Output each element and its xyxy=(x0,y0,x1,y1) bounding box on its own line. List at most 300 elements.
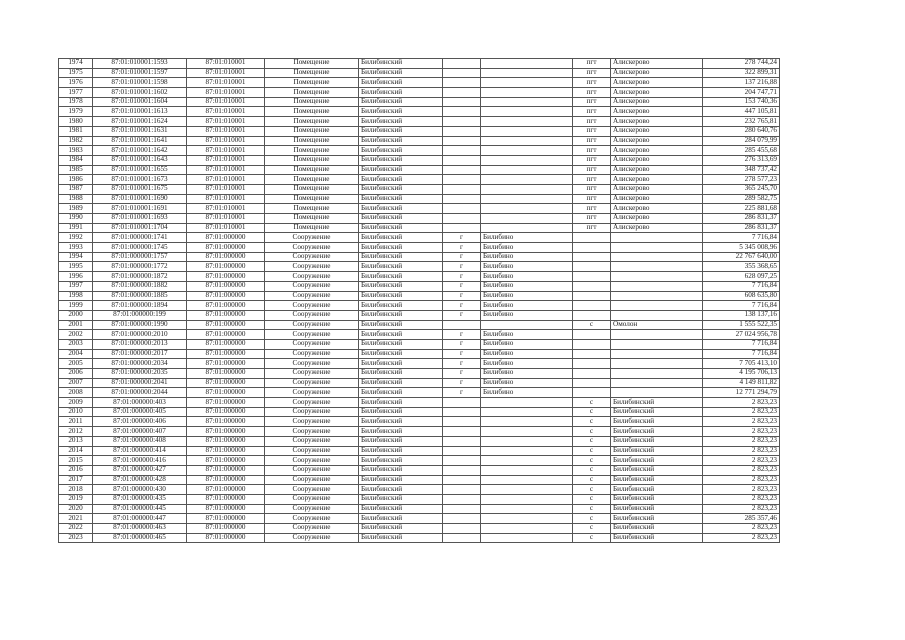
cell-type: Сооружение xyxy=(265,378,359,388)
cell-cad: 87:01:000000:2044 xyxy=(93,388,187,398)
cell-dist: Билибинский xyxy=(359,533,443,543)
cell-v1: Билибино xyxy=(481,262,573,272)
cell-v2: Билибинский xyxy=(611,427,703,437)
cell-val: 7 705 413,10 xyxy=(703,359,780,369)
cell-t1 xyxy=(443,194,481,204)
cell-dist: Билибинский xyxy=(359,126,443,136)
cell-dist: Билибинский xyxy=(359,301,443,311)
cell-cad: 87:01:010001:1604 xyxy=(93,97,187,107)
cell-t1: г xyxy=(443,243,481,253)
cell-v2 xyxy=(611,359,703,369)
cell-val: 2 823,23 xyxy=(703,533,780,543)
cell-cad: 87:01:000000:2017 xyxy=(93,349,187,359)
cell-t1 xyxy=(443,446,481,456)
cell-t1 xyxy=(443,97,481,107)
table-row xyxy=(59,136,780,146)
cell-cad: 87:01:000000:1882 xyxy=(93,281,187,291)
cell-v2: Билибинский xyxy=(611,475,703,485)
cell-type: Сооружение xyxy=(265,465,359,475)
cell-cad: 87:01:010001:1643 xyxy=(93,155,187,165)
cell-v2: Алискерово xyxy=(611,97,703,107)
cell-val: 365 245,70 xyxy=(703,184,780,194)
cell-t2: пгт xyxy=(573,184,611,194)
cell-dist: Билибинский xyxy=(359,78,443,88)
cell-val: 2 823,23 xyxy=(703,417,780,427)
cell-t2: пгт xyxy=(573,126,611,136)
cell-t1 xyxy=(443,223,481,233)
cell-qtr: 87:01:000000 xyxy=(187,514,265,524)
cell-v2 xyxy=(611,388,703,398)
cell-v2: Билибинский xyxy=(611,485,703,495)
cell-qtr: 87:01:000000 xyxy=(187,485,265,495)
table-row xyxy=(59,88,780,98)
cell-v1: Билибино xyxy=(481,281,573,291)
cell-val: 153 740,36 xyxy=(703,97,780,107)
cell-type: Помещение xyxy=(265,184,359,194)
cell-t2: с xyxy=(573,427,611,437)
table-row xyxy=(59,272,780,282)
cell-val: 322 899,31 xyxy=(703,68,780,78)
cell-t1 xyxy=(443,456,481,466)
cell-t1 xyxy=(443,126,481,136)
cell-cad: 87:01:000000:199 xyxy=(93,310,187,320)
table-row xyxy=(59,475,780,485)
cell-v2: Алискерово xyxy=(611,175,703,185)
cell-v1 xyxy=(481,504,573,514)
cell-type: Сооружение xyxy=(265,349,359,359)
cell-val: 348 737,42 xyxy=(703,165,780,175)
cell-t1: г xyxy=(443,339,481,349)
cell-v2: Омолон xyxy=(611,320,703,330)
cell-type: Сооружение xyxy=(265,533,359,543)
cell-v1: Билибино xyxy=(481,310,573,320)
cell-cad: 87:01:010001:1675 xyxy=(93,184,187,194)
cell-v1: Билибино xyxy=(481,301,573,311)
cell-dist: Билибинский xyxy=(359,465,443,475)
cell-num: 2021 xyxy=(59,514,93,524)
cell-t1 xyxy=(443,504,481,514)
cell-num: 2012 xyxy=(59,427,93,437)
cell-qtr: 87:01:000000 xyxy=(187,475,265,485)
cell-qtr: 87:01:000000 xyxy=(187,533,265,543)
table-row xyxy=(59,456,780,466)
cell-v1: Билибино xyxy=(481,359,573,369)
table-row xyxy=(59,262,780,272)
cell-v1: Билибино xyxy=(481,272,573,282)
cell-val: 289 582,75 xyxy=(703,194,780,204)
table-row xyxy=(59,436,780,446)
cell-cad: 87:01:010001:1613 xyxy=(93,107,187,117)
cell-cad: 87:01:000000:403 xyxy=(93,398,187,408)
cell-qtr: 87:01:010001 xyxy=(187,78,265,88)
cell-qtr: 87:01:000000 xyxy=(187,310,265,320)
cell-qtr: 87:01:000000 xyxy=(187,233,265,243)
cell-t2 xyxy=(573,243,611,253)
cell-t1 xyxy=(443,485,481,495)
cell-v1 xyxy=(481,456,573,466)
cell-t2: пгт xyxy=(573,175,611,185)
cell-val: 27 024 956,78 xyxy=(703,330,780,340)
cell-dist: Билибинский xyxy=(359,107,443,117)
cell-v2: Алискерово xyxy=(611,117,703,127)
cell-cad: 87:01:000000:416 xyxy=(93,456,187,466)
cell-v2 xyxy=(611,310,703,320)
cell-v1: Билибино xyxy=(481,339,573,349)
cell-t2: с xyxy=(573,524,611,534)
cell-v1: Билибино xyxy=(481,349,573,359)
cell-v1 xyxy=(481,407,573,417)
cell-t1: г xyxy=(443,272,481,282)
cell-v1 xyxy=(481,175,573,185)
table-row xyxy=(59,369,780,379)
table-row xyxy=(59,378,780,388)
cell-type: Помещение xyxy=(265,214,359,224)
cell-qtr: 87:01:000000 xyxy=(187,446,265,456)
cell-qtr: 87:01:000000 xyxy=(187,252,265,262)
cell-type: Сооружение xyxy=(265,330,359,340)
table-row xyxy=(59,504,780,514)
cell-t2: пгт xyxy=(573,88,611,98)
cell-type: Помещение xyxy=(265,117,359,127)
cell-t2: пгт xyxy=(573,165,611,175)
cell-cad: 87:01:000000:1872 xyxy=(93,272,187,282)
cell-qtr: 87:01:000000 xyxy=(187,417,265,427)
cell-dist: Билибинский xyxy=(359,214,443,224)
cell-cad: 87:01:010001:1624 xyxy=(93,117,187,127)
cell-v2: Билибинский xyxy=(611,436,703,446)
table-row xyxy=(59,514,780,524)
cell-t2: пгт xyxy=(573,78,611,88)
cell-t1 xyxy=(443,184,481,194)
cell-type: Сооружение xyxy=(265,407,359,417)
cell-num: 1983 xyxy=(59,146,93,156)
cell-qtr: 87:01:000000 xyxy=(187,427,265,437)
cell-num: 1991 xyxy=(59,223,93,233)
cell-t1 xyxy=(443,494,481,504)
cell-qtr: 87:01:010001 xyxy=(187,59,265,69)
cell-type: Помещение xyxy=(265,175,359,185)
cell-v1 xyxy=(481,427,573,437)
cell-v1 xyxy=(481,126,573,136)
cell-type: Помещение xyxy=(265,155,359,165)
cell-val: 285 357,46 xyxy=(703,514,780,524)
cell-num: 1987 xyxy=(59,184,93,194)
table-row xyxy=(59,233,780,243)
cell-t1 xyxy=(443,475,481,485)
cell-val: 278 744,24 xyxy=(703,59,780,69)
cell-t2 xyxy=(573,252,611,262)
cell-dist: Билибинский xyxy=(359,252,443,262)
cell-dist: Билибинский xyxy=(359,272,443,282)
cell-v2 xyxy=(611,233,703,243)
cell-num: 1976 xyxy=(59,78,93,88)
cell-dist: Билибинский xyxy=(359,427,443,437)
cell-t1 xyxy=(443,533,481,543)
cell-val: 608 635,80 xyxy=(703,291,780,301)
cell-v2: Алискерово xyxy=(611,204,703,214)
table-row xyxy=(59,398,780,408)
cell-v2: Алискерово xyxy=(611,107,703,117)
cell-v1: Билибино xyxy=(481,233,573,243)
cell-qtr: 87:01:000000 xyxy=(187,291,265,301)
cell-num: 1990 xyxy=(59,214,93,224)
cell-num: 1985 xyxy=(59,165,93,175)
cell-val: 286 831,37 xyxy=(703,214,780,224)
cell-qtr: 87:01:000000 xyxy=(187,262,265,272)
cell-v2: Билибинский xyxy=(611,417,703,427)
cell-t1 xyxy=(443,146,481,156)
cell-v2 xyxy=(611,339,703,349)
cell-cad: 87:01:010001:1673 xyxy=(93,175,187,185)
cell-dist: Билибинский xyxy=(359,223,443,233)
cell-cad: 87:01:010001:1631 xyxy=(93,126,187,136)
cell-type: Помещение xyxy=(265,107,359,117)
cell-cad: 87:01:000000:1757 xyxy=(93,252,187,262)
cell-qtr: 87:01:010001 xyxy=(187,155,265,165)
cell-v2 xyxy=(611,252,703,262)
cell-v1: Билибино xyxy=(481,243,573,253)
cell-cad: 87:01:010001:1690 xyxy=(93,194,187,204)
cell-val: 138 137,16 xyxy=(703,310,780,320)
cell-t1: г xyxy=(443,252,481,262)
cell-num: 1994 xyxy=(59,252,93,262)
cell-v2: Билибинский xyxy=(611,533,703,543)
cell-num: 2016 xyxy=(59,465,93,475)
cell-type: Сооружение xyxy=(265,359,359,369)
cell-qtr: 87:01:000000 xyxy=(187,494,265,504)
table-row xyxy=(59,465,780,475)
cell-dist: Билибинский xyxy=(359,456,443,466)
cell-v2: Билибинский xyxy=(611,514,703,524)
cell-t1 xyxy=(443,436,481,446)
table-row xyxy=(59,349,780,359)
cell-t2 xyxy=(573,233,611,243)
cell-dist: Билибинский xyxy=(359,68,443,78)
cell-val: 22 767 640,00 xyxy=(703,252,780,262)
cell-num: 1998 xyxy=(59,291,93,301)
cell-val: 5 345 008,96 xyxy=(703,243,780,253)
cell-v1 xyxy=(481,97,573,107)
cell-val: 2 823,23 xyxy=(703,524,780,534)
cell-t1 xyxy=(443,107,481,117)
cell-num: 2001 xyxy=(59,320,93,330)
cell-type: Помещение xyxy=(265,194,359,204)
cell-val: 2 823,23 xyxy=(703,407,780,417)
cell-cad: 87:01:000000:2010 xyxy=(93,330,187,340)
cell-v2: Алискерово xyxy=(611,194,703,204)
cell-val: 2 823,23 xyxy=(703,465,780,475)
cell-val: 2 823,23 xyxy=(703,485,780,495)
cell-dist: Билибинский xyxy=(359,310,443,320)
cell-dist: Билибинский xyxy=(359,446,443,456)
cell-type: Сооружение xyxy=(265,262,359,272)
table-row xyxy=(59,243,780,253)
cell-cad: 87:01:000000:1772 xyxy=(93,262,187,272)
cell-num: 2013 xyxy=(59,436,93,446)
table-row xyxy=(59,68,780,78)
cell-v2 xyxy=(611,330,703,340)
cell-v1 xyxy=(481,117,573,127)
table-row xyxy=(59,146,780,156)
cell-v1: Билибино xyxy=(481,378,573,388)
cell-num: 1986 xyxy=(59,175,93,185)
cell-qtr: 87:01:000000 xyxy=(187,320,265,330)
cell-num: 1984 xyxy=(59,155,93,165)
table-row xyxy=(59,427,780,437)
cell-qtr: 87:01:000000 xyxy=(187,407,265,417)
table-row xyxy=(59,223,780,233)
cell-type: Сооружение xyxy=(265,485,359,495)
cell-t1: г xyxy=(443,262,481,272)
cell-num: 1997 xyxy=(59,281,93,291)
cell-v1 xyxy=(481,146,573,156)
cell-t1 xyxy=(443,88,481,98)
cell-type: Сооружение xyxy=(265,456,359,466)
cell-dist: Билибинский xyxy=(359,97,443,107)
cell-v1 xyxy=(481,184,573,194)
cell-v1 xyxy=(481,533,573,543)
cell-type: Сооружение xyxy=(265,369,359,379)
table-row xyxy=(59,97,780,107)
cell-cad: 87:01:000000:435 xyxy=(93,494,187,504)
cell-val: 232 765,81 xyxy=(703,117,780,127)
cell-type: Сооружение xyxy=(265,339,359,349)
cell-dist: Билибинский xyxy=(359,117,443,127)
cell-cad: 87:01:000000:2013 xyxy=(93,339,187,349)
cell-val: 12 771 294,79 xyxy=(703,388,780,398)
cell-v2: Алискерово xyxy=(611,126,703,136)
cell-v2: Алискерово xyxy=(611,165,703,175)
cell-cad: 87:01:000000:465 xyxy=(93,533,187,543)
cell-t1: г xyxy=(443,301,481,311)
cell-v1 xyxy=(481,417,573,427)
cell-num: 1979 xyxy=(59,107,93,117)
cell-cad: 87:01:010001:1691 xyxy=(93,204,187,214)
cell-type: Сооружение xyxy=(265,504,359,514)
cell-t2: с xyxy=(573,398,611,408)
cell-type: Помещение xyxy=(265,204,359,214)
cell-t2: с xyxy=(573,485,611,495)
cell-t2 xyxy=(573,339,611,349)
cell-t2 xyxy=(573,281,611,291)
cell-v1 xyxy=(481,136,573,146)
cell-v2: Билибинский xyxy=(611,504,703,514)
table-row xyxy=(59,407,780,417)
cell-t1 xyxy=(443,214,481,224)
cell-v1 xyxy=(481,214,573,224)
cell-num: 2019 xyxy=(59,494,93,504)
cell-v1: Билибино xyxy=(481,388,573,398)
cell-t2: с xyxy=(573,456,611,466)
cell-qtr: 87:01:000000 xyxy=(187,349,265,359)
cell-t1 xyxy=(443,417,481,427)
cell-val: 2 823,23 xyxy=(703,494,780,504)
cell-num: 2009 xyxy=(59,398,93,408)
cell-val: 280 640,76 xyxy=(703,126,780,136)
cell-qtr: 87:01:010001 xyxy=(187,97,265,107)
cell-val: 4 149 811,82 xyxy=(703,378,780,388)
table-row xyxy=(59,291,780,301)
cell-v2: Билибинский xyxy=(611,456,703,466)
cell-cad: 87:01:000000:1885 xyxy=(93,291,187,301)
cell-val: 355 368,65 xyxy=(703,262,780,272)
cell-v2: Билибинский xyxy=(611,494,703,504)
cell-num: 1981 xyxy=(59,126,93,136)
cell-t2: с xyxy=(573,504,611,514)
cell-v2: Алискерово xyxy=(611,184,703,194)
cell-dist: Билибинский xyxy=(359,417,443,427)
cell-v2: Билибинский xyxy=(611,465,703,475)
cell-num: 2023 xyxy=(59,533,93,543)
cell-t2: с xyxy=(573,436,611,446)
cell-cad: 87:01:000000:445 xyxy=(93,504,187,514)
table-row xyxy=(59,494,780,504)
cell-t2: с xyxy=(573,533,611,543)
cell-dist: Билибинский xyxy=(359,262,443,272)
cell-type: Сооружение xyxy=(265,417,359,427)
table-row xyxy=(59,533,780,543)
cell-qtr: 87:01:000000 xyxy=(187,465,265,475)
cell-t1 xyxy=(443,136,481,146)
cell-qtr: 87:01:010001 xyxy=(187,68,265,78)
cell-qtr: 87:01:010001 xyxy=(187,175,265,185)
cell-qtr: 87:01:010001 xyxy=(187,223,265,233)
cell-v1: Билибино xyxy=(481,330,573,340)
cell-type: Сооружение xyxy=(265,320,359,330)
cell-cad: 87:01:010001:1602 xyxy=(93,88,187,98)
cell-dist: Билибинский xyxy=(359,243,443,253)
cell-type: Сооружение xyxy=(265,388,359,398)
cell-dist: Билибинский xyxy=(359,504,443,514)
cell-t2 xyxy=(573,262,611,272)
cell-dist: Билибинский xyxy=(359,136,443,146)
cell-t2: с xyxy=(573,407,611,417)
cell-v2: Алискерово xyxy=(611,155,703,165)
cell-v2 xyxy=(611,272,703,282)
cell-dist: Билибинский xyxy=(359,407,443,417)
cell-t2 xyxy=(573,330,611,340)
cell-t2: пгт xyxy=(573,68,611,78)
cell-dist: Билибинский xyxy=(359,194,443,204)
cell-qtr: 87:01:010001 xyxy=(187,204,265,214)
cell-dist: Билибинский xyxy=(359,514,443,524)
cell-num: 1996 xyxy=(59,272,93,282)
cell-val: 225 881,68 xyxy=(703,204,780,214)
cell-t1 xyxy=(443,514,481,524)
cell-t2: с xyxy=(573,446,611,456)
cell-cad: 87:01:000000:1990 xyxy=(93,320,187,330)
cell-type: Сооружение xyxy=(265,310,359,320)
cell-dist: Билибинский xyxy=(359,359,443,369)
cell-v1: Билибино xyxy=(481,252,573,262)
cell-num: 2015 xyxy=(59,456,93,466)
cell-cad: 87:01:000000:2035 xyxy=(93,369,187,379)
cell-type: Помещение xyxy=(265,136,359,146)
cell-val: 284 079,99 xyxy=(703,136,780,146)
cell-t2: пгт xyxy=(573,107,611,117)
cell-t2 xyxy=(573,310,611,320)
table-row xyxy=(59,485,780,495)
cell-t1 xyxy=(443,407,481,417)
cell-dist: Билибинский xyxy=(359,330,443,340)
cell-v2: Алискерово xyxy=(611,223,703,233)
cell-cad: 87:01:000000:2034 xyxy=(93,359,187,369)
cell-val: 4 195 706,13 xyxy=(703,369,780,379)
cell-t2 xyxy=(573,272,611,282)
cell-t2 xyxy=(573,291,611,301)
cell-t1 xyxy=(443,59,481,69)
cell-v2: Алискерово xyxy=(611,136,703,146)
